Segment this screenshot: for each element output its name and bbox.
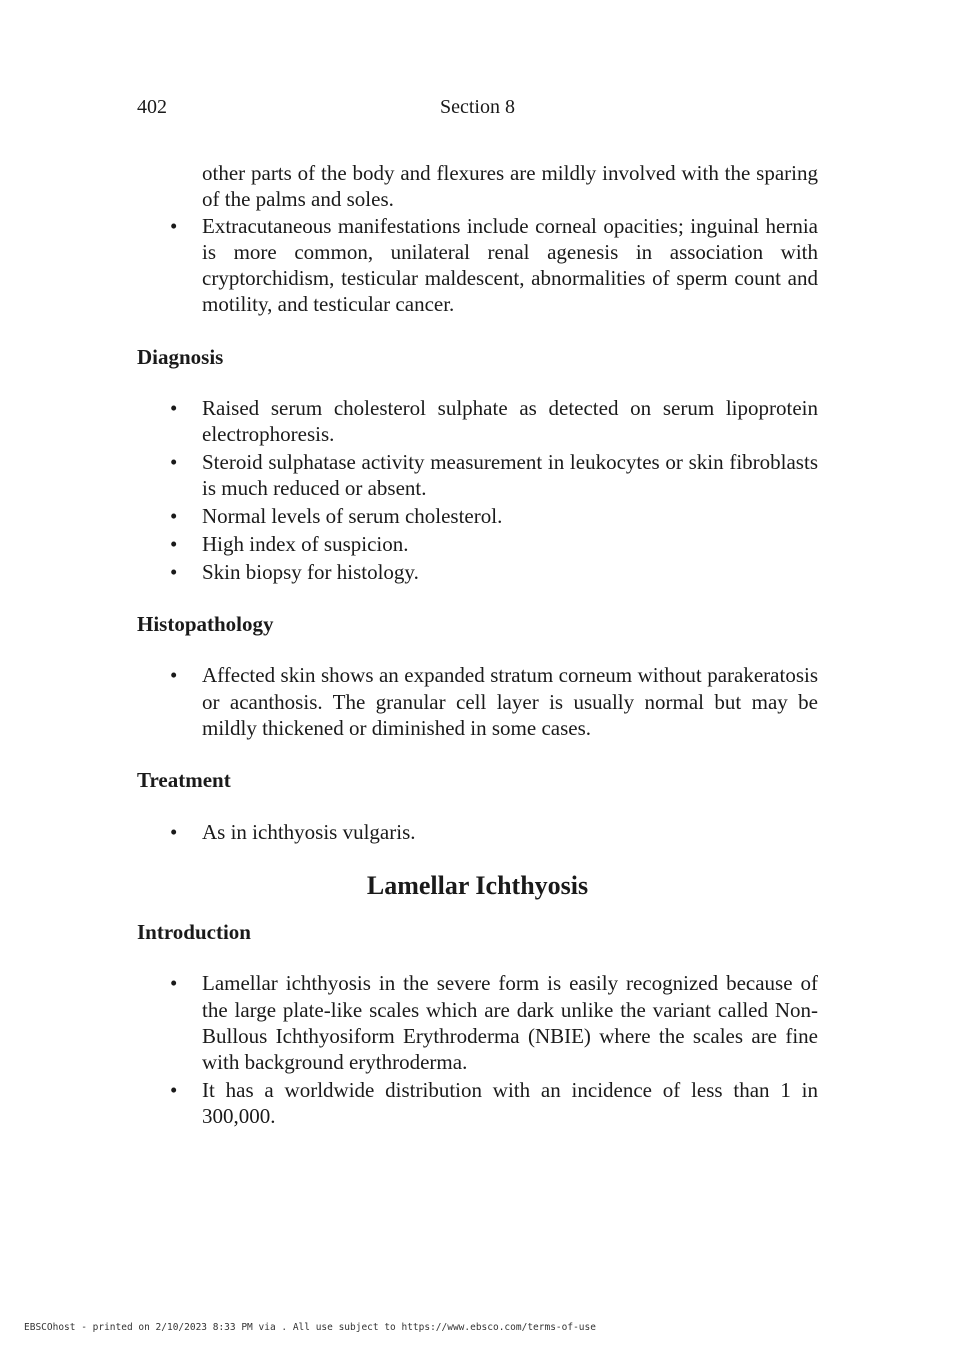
bullet-glyph: • <box>170 559 178 584</box>
list-item <box>137 531 818 557</box>
list-item-text: Raised serum cholesterol sulphate as detected on serum lipoprotein electrophoresis. <box>202 396 818 447</box>
page-header <box>137 96 818 122</box>
print-footer: EBSCOhost - printed on 2/10/2023 8:33 PM via . All use subject to https://www.ebsco.com/terms-of-use <box>24 1322 596 1333</box>
page-number: 402 <box>137 96 167 118</box>
bullet-glyph: • <box>170 1077 178 1102</box>
bullet-glyph: • <box>170 971 178 996</box>
list-item-text: High index of suspicion. <box>202 532 409 557</box>
diagnosis-bullet-list <box>137 395 818 585</box>
list-item <box>137 213 818 318</box>
chapter-title: Lamellar Ichthyosis <box>366 870 589 900</box>
list-item-text: Normal levels of serum cholesterol. <box>202 504 503 529</box>
section-heading-diagnosis: Diagnosis <box>137 344 224 369</box>
list-item <box>137 559 818 585</box>
bullet-glyph: • <box>170 819 178 844</box>
list-item <box>137 819 818 845</box>
list-item <box>137 395 818 448</box>
list-item-text: As in ichthyosis vulgaris. <box>202 819 416 844</box>
list-item <box>137 503 818 529</box>
list-item <box>137 662 818 741</box>
running-head: Section 8 <box>440 96 515 118</box>
bullet-glyph: • <box>170 532 178 557</box>
continued-paragraph: other parts of the body and flexures are mildly involved with the sparing of the palms and soles. <box>202 161 818 212</box>
intro-bullet-list <box>137 213 818 318</box>
list-item-text: It has a worldwide distribution with an incidence of less than 1 in 300,000. <box>202 1077 818 1129</box>
bullet-glyph: • <box>170 504 178 529</box>
list-item-text: Lamellar ichthyosis in the severe form is easily recognized because of the large plate-like scales which are dark unlike the variant called Non-Bullous Ichthyosiform Erythroderma (NBIE) where the scales are fine with background erythroderma. <box>202 971 818 1075</box>
bullet-glyph: • <box>170 213 178 238</box>
bullet-glyph: • <box>170 663 178 688</box>
list-item <box>137 1077 818 1130</box>
list-item-text: Extracutaneous manifestations include corneal opacities; inguinal hernia is more common, unilateral renal agenesis in association with cryptorchidism, testicular maldescent, abnormalities of sperm count and motility, and testicular cancer. <box>202 213 818 317</box>
section-heading-treatment: Treatment <box>137 768 231 793</box>
list-item-text: Skin biopsy for histology. <box>202 559 419 584</box>
page-body <box>137 160 818 1131</box>
list-item-text: Steroid sulphatase activity measurement in leukocytes or skin fibroblasts is much reduced or absent. <box>202 450 818 501</box>
histopathology-bullet-list <box>137 662 818 741</box>
introduction-bullet-list <box>137 970 818 1129</box>
list-item <box>137 449 818 502</box>
list-item-text: Affected skin shows an expanded stratum corneum without parakeratosis or acanthosis. The granular cell layer is usually normal but may be mildly thickened or diminished in some cases. <box>202 663 818 741</box>
section-heading-introduction: Introduction <box>137 919 251 944</box>
list-item <box>137 970 818 1075</box>
bullet-glyph: • <box>170 396 178 421</box>
section-heading-histopathology: Histopathology <box>137 612 274 637</box>
treatment-bullet-list <box>137 819 818 845</box>
bullet-glyph: • <box>170 450 178 475</box>
